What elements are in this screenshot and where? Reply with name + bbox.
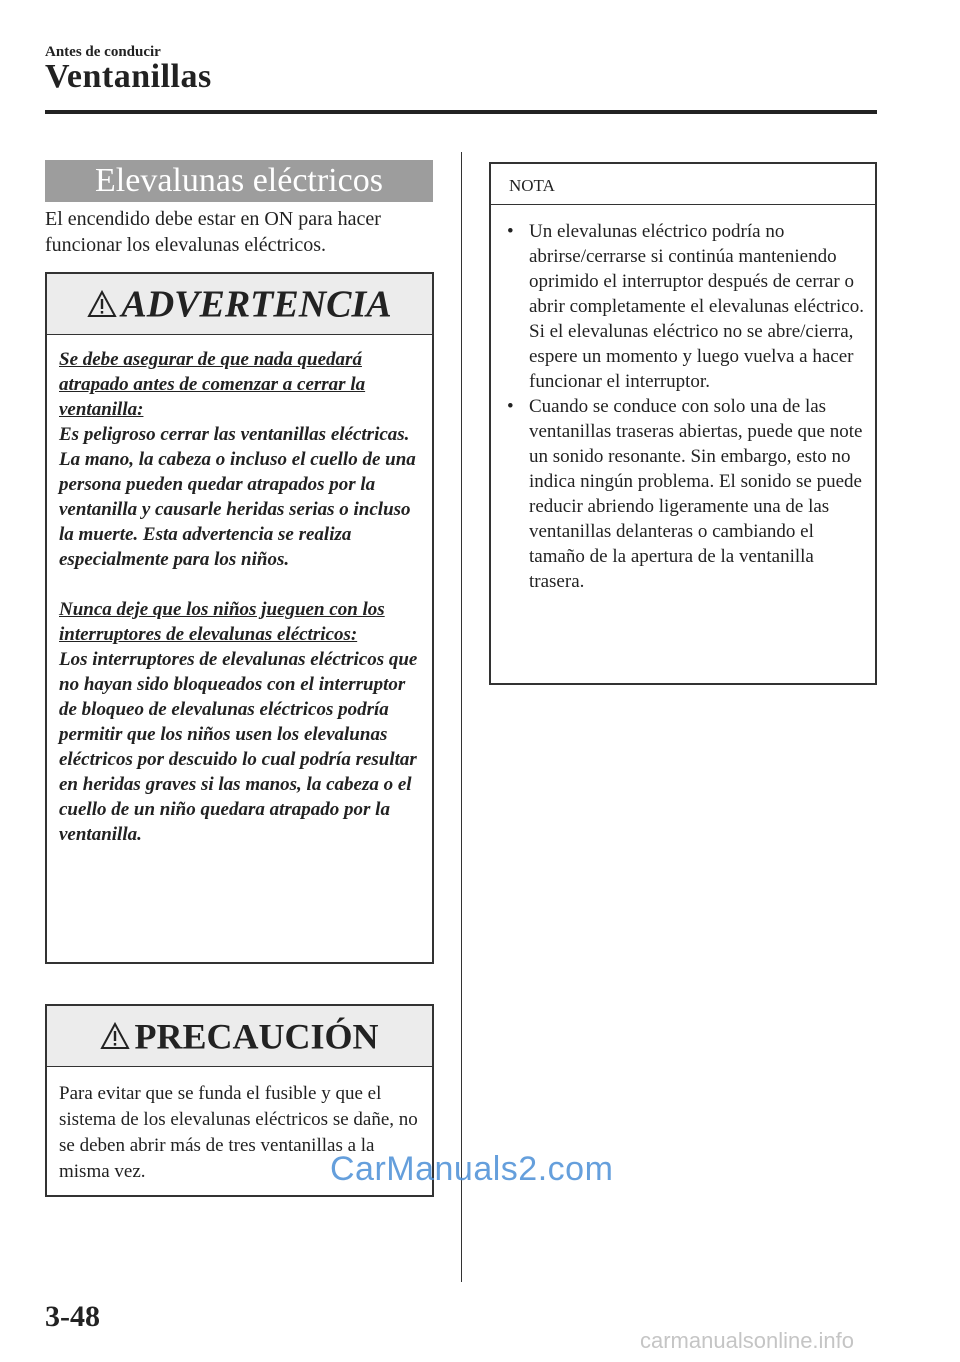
note-item — [505, 219, 869, 394]
page-number: 3-48 — [45, 1300, 100, 1333]
intro-paragraph: El encendido debe estar en ON para hacer funcionar los elevalunas eléctricos. — [45, 208, 381, 256]
note-item-text: Cuando se conduce con solo una de las ventanillas traseras abiertas, puede que note un sonido resonante. Sin embargo, esto no indica ningún problema. El sonido se puede reducir abriendo ligeramente una de las ventanillas delanteras o cambiando el tamaño de la apertura de la ventanilla trasera. — [529, 396, 863, 592]
note-title: NOTA — [491, 164, 875, 205]
warning-text-1: Es peligroso cerrar las ventanillas eléctricas. La mano, la cabeza o incluso el cuello de una persona pueden quedar atrapados por la ventanilla y causarle heridas serias o incluso la muerte. Esta advertencia se realiza especialmente para los niños. — [59, 424, 416, 570]
note-list — [505, 219, 869, 594]
warning-header — [47, 274, 432, 335]
caution-triangle-icon — [100, 1022, 130, 1050]
warning-body — [47, 335, 432, 847]
warning-title: ADVERTENCIA — [121, 283, 392, 326]
section-title: Ventanillas — [45, 58, 212, 95]
warning-heading-1: Se debe asegurar de que nada quedará atrapado antes de comenzar a cerrar la ventanilla: — [59, 349, 366, 420]
bullet: • — [507, 396, 514, 417]
warning-box — [45, 272, 434, 964]
topic-banner: Elevalunas eléctricos — [45, 160, 433, 202]
note-item — [505, 394, 869, 594]
note-item-text: Un elevalunas eléctrico podría no abrirse/cerrarse si continúa manteniendo oprimido el interruptor después de cerrar o abrir completamente el elevalunas eléctrico. Si el elevalunas eléctrico no se abre/cierra, espere un momento y luego vuelva a hacer funcionar el interruptor. — [529, 221, 864, 392]
bullet: • — [507, 221, 514, 242]
note-box — [489, 162, 877, 685]
caution-text: Para evitar que se funda el fusible y que el sistema de los elevalunas eléctricos se dañe, no se deben abrir más de tres ventanillas a la misma vez. — [59, 1083, 418, 1182]
column-divider — [461, 152, 462, 1282]
header-rule — [45, 110, 877, 114]
chapter-label: Antes de conducir — [45, 44, 161, 60]
warning-text-2: Los interruptores de elevalunas eléctricos que no hayan sido bloqueados con el interruptor de bloqueo de elevalunas eléctricos podría permitir que los niños usen los elevalunas eléctricos por descuido lo cual podría resultar en heridas graves si las manos, la cabeza o el cuello de un niño quedara atrapado por la ventanilla. — [59, 649, 418, 845]
warning-heading-2: Nunca deje que los niños jueguen con los interruptores de elevalunas eléctricos: — [59, 599, 385, 645]
note-body — [491, 205, 875, 594]
watermark: CarManuals2.com — [330, 1150, 614, 1188]
caution-header — [47, 1006, 432, 1067]
warning-triangle-icon — [87, 290, 117, 318]
caution-title: PRECAUCIÓN — [134, 1016, 379, 1057]
footer-watermark: carmanualsonline.info — [640, 1328, 855, 1353]
